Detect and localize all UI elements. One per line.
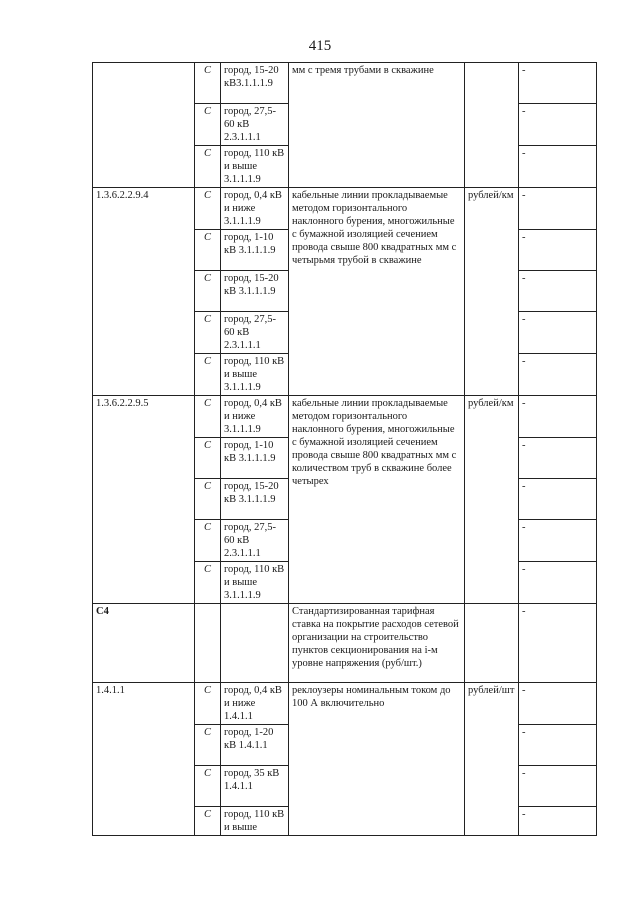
table-row — [93, 188, 597, 230]
city-cell: город, 15-20 кВ3.1.1.1.9 — [221, 63, 289, 104]
unit-cell — [465, 604, 519, 683]
city-cell: город, 0,4 кВ и ниже 3.1.1.1.9 — [221, 396, 289, 438]
value-cell: - — [519, 271, 597, 312]
value-cell: - — [519, 438, 597, 479]
section-code-cell: С4 — [93, 604, 195, 683]
city-cell: город, 110 кВ и выше — [221, 807, 289, 836]
tariff-table — [92, 62, 597, 836]
city-cell: город, 1-10 кВ 3.1.1.1.9 — [221, 438, 289, 479]
city-cell: город, 27,5-60 кВ 2.3.1.1.1 — [221, 520, 289, 562]
table-row — [93, 63, 597, 104]
city-cell: город, 0,4 кВ и ниже 1.4.1.1 — [221, 683, 289, 725]
value-cell: - — [519, 562, 597, 604]
description-cell: мм с тремя трубами в скважине — [289, 63, 465, 188]
value-cell: - — [519, 396, 597, 438]
value-cell: - — [519, 63, 597, 104]
table-row — [93, 683, 597, 725]
table-row — [93, 396, 597, 438]
city-cell: город, 1-20 кВ 1.4.1.1 — [221, 725, 289, 766]
letter-cell: С — [195, 396, 221, 438]
letter-cell: С — [195, 438, 221, 479]
letter-cell: С — [195, 230, 221, 271]
value-cell: - — [519, 146, 597, 188]
letter-cell: С — [195, 562, 221, 604]
value-cell: - — [519, 683, 597, 725]
section-description-cell: Стандартизированная тарифная ставка на покрытие расходов сетевой организации на строительство пунктов секционирования на i-м уровне напряжения (руб/шт.) — [289, 604, 465, 683]
value-cell: - — [519, 312, 597, 354]
letter-cell: С — [195, 188, 221, 230]
letter-cell: С — [195, 312, 221, 354]
unit-cell: рублей/шт — [465, 683, 519, 836]
city-cell: город, 110 кВ и выше 3.1.1.1.9 — [221, 146, 289, 188]
code-cell: 1.3.6.2.2.9.5 — [93, 396, 195, 604]
code-cell: 1.3.6.2.2.9.4 — [93, 188, 195, 396]
letter-cell: С — [195, 520, 221, 562]
city-cell: город, 27,5-60 кВ 2.3.1.1.1 — [221, 312, 289, 354]
value-cell: - — [519, 520, 597, 562]
letter-cell — [195, 604, 221, 683]
letter-cell: С — [195, 807, 221, 836]
description-cell: реклоузеры номинальным током до 100 А включительно — [289, 683, 465, 836]
letter-cell: С — [195, 725, 221, 766]
letter-cell: С — [195, 354, 221, 396]
city-cell: город, 35 кВ 1.4.1.1 — [221, 766, 289, 807]
value-cell: - — [519, 230, 597, 271]
letter-cell: С — [195, 146, 221, 188]
letter-cell: С — [195, 766, 221, 807]
unit-cell: рублей/км — [465, 188, 519, 396]
value-cell: - — [519, 725, 597, 766]
value-cell: - — [519, 104, 597, 146]
letter-cell: С — [195, 479, 221, 520]
city-cell: город, 110 кВ и выше 3.1.1.1.9 — [221, 354, 289, 396]
letter-cell: С — [195, 104, 221, 146]
value-cell: - — [519, 604, 597, 683]
letter-cell: С — [195, 271, 221, 312]
code-cell: 1.4.1.1 — [93, 683, 195, 836]
letter-cell: С — [195, 63, 221, 104]
city-cell: город, 0,4 кВ и ниже 3.1.1.1.9 — [221, 188, 289, 230]
letter-cell: С — [195, 683, 221, 725]
city-cell: город, 1-10 кВ 3.1.1.1.9 — [221, 230, 289, 271]
value-cell: - — [519, 479, 597, 520]
city-cell: город, 27,5-60 кВ 2.3.1.1.1 — [221, 104, 289, 146]
city-cell — [221, 604, 289, 683]
code-cell — [93, 63, 195, 188]
city-cell: город, 15-20 кВ 3.1.1.1.9 — [221, 479, 289, 520]
value-cell: - — [519, 807, 597, 836]
unit-cell: рублей/км — [465, 396, 519, 604]
page-number: 415 — [308, 38, 332, 54]
value-cell: - — [519, 188, 597, 230]
value-cell: - — [519, 354, 597, 396]
description-cell: кабельные линии прокладываемые методом горизонтального наклонного бурения, многожильные с бумажной изоляцией сечением провода свыше 800 квадратных мм с четырьмя трубой в скважине — [289, 188, 465, 396]
city-cell: город, 110 кВ и выше 3.1.1.1.9 — [221, 562, 289, 604]
section-row — [93, 604, 597, 683]
value-cell: - — [519, 766, 597, 807]
description-cell: кабельные линии прокладываемые методом горизонтального наклонного бурения, многожильные с бумажной изоляцией сечением провода свыше 800 квадратных мм с количеством труб в скважине более четырех — [289, 396, 465, 604]
unit-cell — [465, 63, 519, 188]
city-cell: город, 15-20 кВ 3.1.1.1.9 — [221, 271, 289, 312]
